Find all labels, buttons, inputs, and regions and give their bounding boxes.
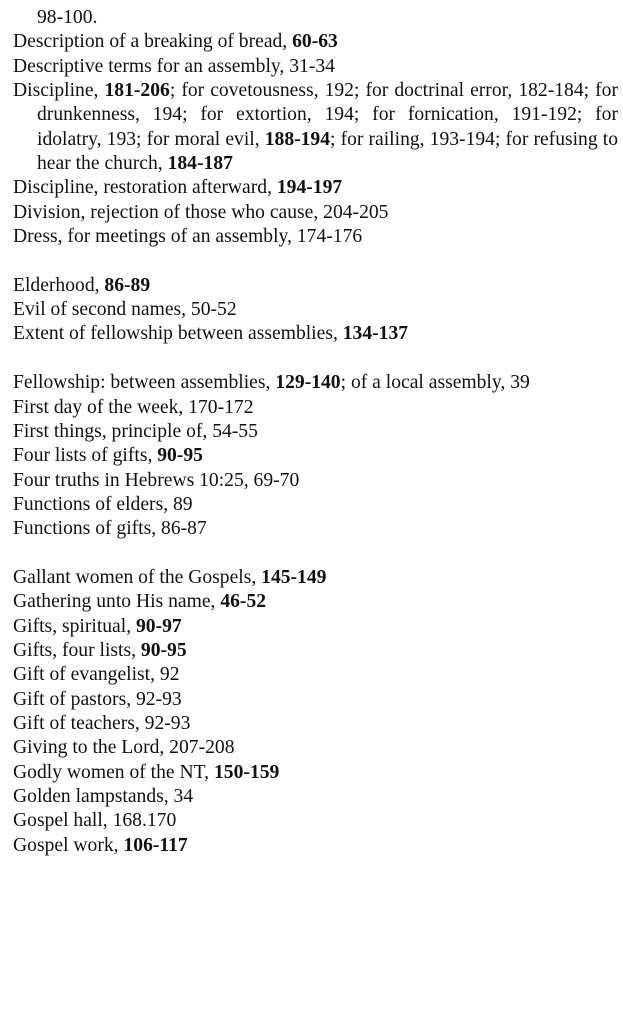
bold-page-ref: 90-95 xyxy=(140,639,187,661)
index-entry: Dress, for meetings of an assembly, 174-176 xyxy=(13,226,363,248)
bold-page-ref: 106-117 xyxy=(123,834,188,856)
index-entry: Evil of second names, 50-52 xyxy=(13,299,237,321)
index-entry: Functions of gifts, 86-87 xyxy=(13,518,207,540)
index-entry: Gospel hall, 168.170 xyxy=(13,810,177,832)
index-entry: Gathering unto His name, 46-52 xyxy=(13,591,267,613)
bold-page-ref: 181-206 xyxy=(104,80,170,102)
index-entry: First things, principle of, 54-55 xyxy=(13,420,258,442)
index-entry: First day of the week, 170-172 xyxy=(13,396,254,418)
index-entry: Gospel work, 106-117 xyxy=(13,834,188,856)
bold-page-ref: 150-159 xyxy=(213,761,280,783)
index-entry: Extent of fellowship between assemblies, 134-137 xyxy=(13,323,409,345)
bold-page-ref: 194-197 xyxy=(276,177,343,199)
index-entry: Godly women of the NT, 150-159 xyxy=(13,761,280,783)
bold-page-ref: 90-97 xyxy=(136,615,182,637)
bold-page-ref: 90-95 xyxy=(157,445,203,467)
index-entry: Gift of pastors, 92-93 xyxy=(13,688,182,710)
index-entry-discipline: Discipline, 181-206; for covetousness, 192; for doctrinal error, 182-184; for drunkenness, 194; for extortion, 194; for fornication, 191-192; for idolatry, 193; for moral evil, 188-194; for railing, 193-194; for refusing to hear the church, 184-187 xyxy=(13,80,618,175)
section-gap xyxy=(13,347,618,371)
index-entry: Descriptive terms for an assembly, 31-34 xyxy=(13,55,335,77)
bold-page-ref: 145-149 xyxy=(261,566,327,588)
index-entry: Gallant women of the Gospels, 145-149 xyxy=(13,566,327,588)
section-gap xyxy=(13,249,618,273)
index-entry: Gift of teachers, 92-93 xyxy=(13,712,191,734)
bold-page-ref: 188-194 xyxy=(264,128,331,150)
index-entry: Four lists of gifts, 90-95 xyxy=(13,445,203,467)
index-entry: Golden lampstands, 34 xyxy=(13,786,194,807)
index-entry: Description of a breaking of bread, 60-63 xyxy=(13,31,338,53)
bold-page-ref: 184-187 xyxy=(167,153,233,175)
index-entry: Giving to the Lord, 207-208 xyxy=(13,737,235,759)
index-entry: Elderhood, 86-89 xyxy=(13,274,151,296)
index-entry: Four truths in Hebrews 10:25, 69-70 xyxy=(13,469,300,491)
index-entry: Gifts, spiritual, 90-97 xyxy=(13,615,182,637)
index-entry: Division, rejection of those who cause, 204-205 xyxy=(13,201,389,223)
index-entry: 98-100. xyxy=(37,7,98,28)
bold-page-ref: 129-140 xyxy=(275,372,341,394)
index-entry: Functions of elders, 89 xyxy=(13,493,193,515)
section-gap xyxy=(13,542,618,566)
index-entry: Gifts, four lists, 90-95 xyxy=(13,639,187,661)
bold-page-ref: 60-63 xyxy=(292,31,338,53)
index-page xyxy=(13,6,618,858)
bold-page-ref: 46-52 xyxy=(220,591,267,613)
bold-page-ref: 134-137 xyxy=(342,323,409,345)
bold-page-ref: 86-89 xyxy=(104,274,151,296)
index-entry: Discipline, restoration afterward, 194-197 xyxy=(13,177,343,199)
index-entry-fellowship: Fellowship: between assemblies, 129-140; of a local assembly, 39 xyxy=(13,372,530,394)
index-entry: Gift of evangelist, 92 xyxy=(13,664,180,686)
